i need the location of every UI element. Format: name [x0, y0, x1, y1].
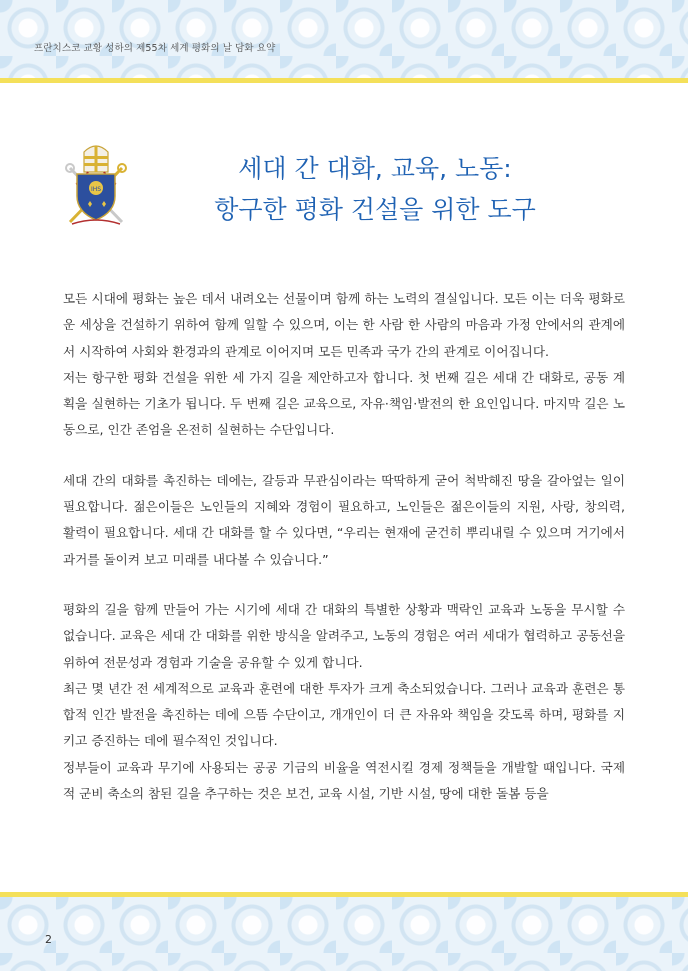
page-number: 2 [45, 933, 52, 946]
footer-pattern-band [0, 897, 688, 971]
header-gold-rule [0, 78, 688, 83]
paragraph-6: 정부들이 교육과 무기에 사용되는 공공 기금의 비율을 역전시킬 경제 정책들을 개발할 때입니다. 국제적 군비 축소의 참된 길을 추구하는 것은 보건, 교육 시설, 기반 시설, 땅에 대한 돌봄 등을 [63, 759, 625, 802]
paragraph-gap [63, 573, 625, 597]
paragraph-5: 최근 몇 년간 전 세계적으로 교육과 훈련에 대한 투자가 크게 축소되었습니다. 그러나 교육과 훈련은 통합적 인간 발전을 촉진하는 데에 으뜸 수단이고, 개개인이 더 큰 자유와 책임을 갖도록 하며, 평화를 지키고 증진하는 데에 필수적인 것입니다. [63, 680, 625, 749]
body-text [63, 286, 625, 807]
paragraph-4: 평화의 길을 함께 만들어 가는 시기에 세대 간 대화의 특별한 상황과 맥락인 교육과 노동을 무시할 수 없습니다. 교육은 세대 간 대화를 위한 방식을 알려주고, 노동의 경험은 여러 세대가 협력하고 공동선을 위하여 전문성과 경험과 기술을 공유할 수 있게 합니다. [63, 601, 625, 670]
running-title: 프란치스코 교황 성하의 제55차 세계 평화의 날 담화 요약 [34, 43, 276, 54]
paragraph-1: 모든 시대에 평화는 높은 데서 내려오는 선물이며 함께 하는 노력의 결실입니다. 모든 이는 더욱 평화로운 세상을 건설하기 위하여 함께 일할 수 있으며, 이는 한 사람 한 사람의 마음과 가정 안에서의 관계에서 시작하여 사회와 환경과의 관계로 이어지며 모든 민족과 국가 간의 관계로 이어집니다. [63, 291, 625, 359]
title-line-1: 세대 간 대화, 교육, 노동: [238, 154, 512, 183]
page-title [140, 148, 610, 230]
header-pattern-band [0, 0, 688, 78]
paragraph-2: 저는 항구한 평화 건설을 위한 세 가지 길을 제안하고자 합니다. 첫 번째 길은 세대 간 대화로, 공동 계획을 실현하는 기초가 됩니다. 두 번째 길은 교육으로, 자유·책임·발전의 한 요인입니다. 마지막 길은 노동으로, 인간 존엄을 온전히 실현하는 수단입니다. [63, 369, 625, 438]
paragraph-3: 세대 간의 대화를 촉진하는 데에는, 갈등과 무관심이라는 딱딱하게 굳어 척박해진 땅을 갈아엎는 일이 필요합니다. 젊은이들은 노인들의 지혜와 경험이 필요하고, 노인들은 젊은이들의 지원, 사랑, 창의력, 활력이 필요합니다. 세대 간 대화를 할 수 있다면, “우리는 현재에 굳건히 뿌리내릴 수 있으며 거기에서 과거를 돌이켜 보고 미래를 내다볼 수 있습니다.” [63, 472, 625, 567]
papal-coat-of-arms-icon [62, 138, 130, 226]
title-line-2: 항구한 평화 건설을 위한 도구 [214, 195, 536, 224]
svg-text:IHS: IHS [90, 186, 102, 193]
paragraph-gap [63, 444, 625, 468]
